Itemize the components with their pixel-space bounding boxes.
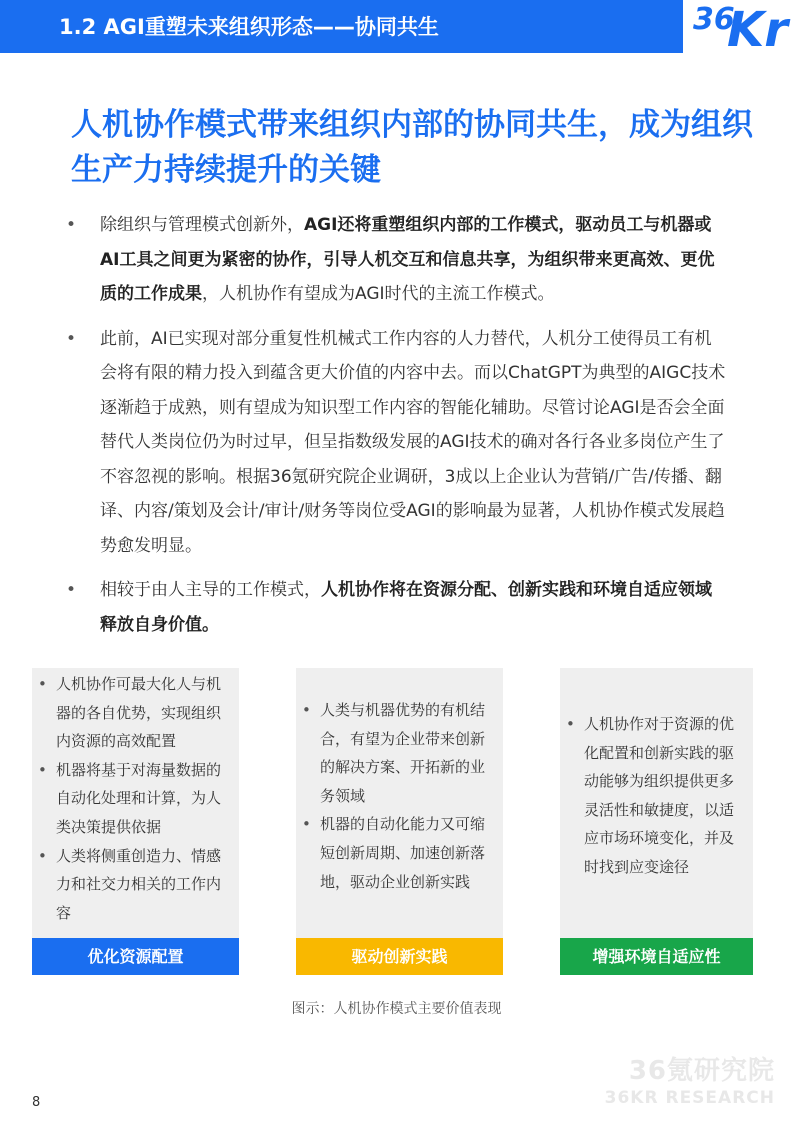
bullet-list: [66, 208, 726, 652]
logo-digits: 36: [693, 2, 735, 37]
card-item: [32, 756, 229, 842]
bullet-dot-icon: •: [302, 701, 311, 719]
card-item-text: 人类将侧重创造力、情感力和社交力相关的工作内容: [56, 846, 222, 922]
logo-letters: Kr: [727, 2, 788, 58]
value-card-adaptivity: [560, 668, 753, 938]
card-label-resource: 优化资源配置: [32, 938, 239, 975]
bullet-text: 此前，AI已实现对部分重复性机械式工作内容的人力替代，人机分工使得员工有机会将有限的精力投入到蕴含更大价值的内容中去。而以ChatGPT为典型的AIGC技术逐渐趋于成熟，则有望成为知识型工作内容的智能化辅助。尽管讨论AGI是否会全面替代人类岗位仍为时过早，但呈指数级发展的AGI技术的确对各行各业多岗位产生了不容忽视的影响。根据36氪研究院企业调研，3成以上企业认为营销/广告/传播、翻译、内容/策划及会计/审计/财务等岗位受AGI的影响最为显著，人机协作模式发展趋势愈发明显。: [100, 328, 726, 556]
page-headline: 人机协作模式带来组织内部的协同共生，成为组织生产力持续提升的关键: [71, 107, 753, 188]
bullet-text: 相较于由人主导的工作模式，: [100, 580, 321, 600]
card-item: [560, 710, 743, 882]
bullet-text: 除组织与管理模式创新外，: [100, 215, 304, 235]
watermark-en: 36KR RESEARCH: [604, 1088, 775, 1108]
figure-caption: 图示：人机协作模式主要价值表现: [291, 1001, 502, 1017]
bullet-dot-icon: •: [566, 715, 575, 733]
watermark-cn: 36氪研究院: [628, 1056, 775, 1086]
card-item: [32, 842, 229, 928]
card-item: [296, 810, 489, 896]
bullet-dot-icon: •: [66, 580, 77, 600]
card-item: [32, 670, 229, 756]
bullet-item: [66, 322, 726, 564]
card-label-adaptivity: 增强环境自适应性: [560, 938, 753, 975]
card-item-text: 人机协作对于资源的优化配置和创新实践的驱动能够为组织提供更多灵活性和敏捷度，以适应市场环境变化，并及时找到应变途径: [584, 715, 735, 876]
page-number: 8: [32, 1095, 41, 1110]
value-card-resource: [32, 668, 239, 938]
bullet-dot-icon: •: [38, 760, 47, 779]
bullet-dot-icon: •: [66, 328, 77, 349]
brand-logo: [683, 0, 793, 58]
bullet-dot-icon: •: [66, 215, 77, 235]
card-item: [296, 696, 489, 810]
bullet-item: [66, 208, 726, 312]
bullet-dot-icon: •: [38, 846, 47, 865]
header-bar: [0, 0, 793, 58]
value-card-innovation: [296, 668, 503, 938]
card-item-text: 机器将基于对海量数据的自动化处理和计算，为人类决策提供依据: [56, 760, 222, 836]
bullet-dot-icon: •: [302, 815, 311, 834]
card-label-innovation: 驱动创新实践: [296, 938, 503, 975]
section-title: 1.2 AGI重塑未来组织形态——协同共生: [59, 15, 439, 39]
bullet-bold-text: 人机协作将在资源分配、创新实践和环境自适应领域释放自身价值。: [100, 580, 712, 635]
bullet-bold-text: AGI还将重塑组织内部的工作模式，驱动员工与机器或AI工具之间更为紧密的协作，引导人机交互和信息共享，为组织带来更高效、更优质的工作成果: [100, 215, 715, 304]
card-item-text: 机器的自动化能力又可缩短创新周期、加速创新落地，驱动企业创新实践: [320, 815, 486, 891]
bullet-item: [66, 573, 726, 642]
card-item-text: 人机协作可最大化人与机器的各自优势，实现组织内资源的高效配置: [56, 675, 222, 751]
bullet-text: ，人机协作有望成为AGI时代的主流工作模式。: [202, 284, 555, 304]
card-item-text: 人类与机器优势的有机结合，有望为企业带来创新的解决方案、开拓新的业务领域: [320, 701, 486, 805]
bullet-dot-icon: •: [38, 675, 47, 693]
